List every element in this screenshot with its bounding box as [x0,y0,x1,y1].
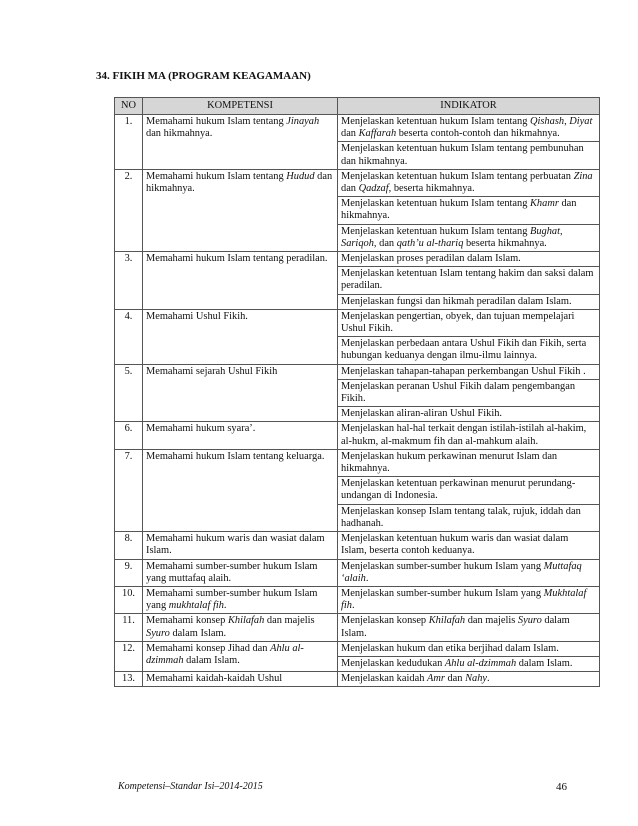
cell-kompetensi: Memahami hukum Islam tentang peradilan. [143,252,338,310]
cell-no: 11. [115,614,143,641]
cell-kompetensi: Memahami kaidah-kaidah Ushul [143,672,338,687]
cell-indikator: Menjelaskan ketentuan hukum waris dan wasiat dalam Islam, beserta contoh keduanya. [338,532,600,559]
cell-no: 5. [115,364,143,422]
table-row [115,364,600,379]
footer-document-title: Kompetensi–Standar Isi–2014-2015 [118,781,263,792]
cell-no: 13. [115,672,143,687]
cell-kompetensi: Memahami sumber-sumber hukum Islam yang mukhtalaf fih. [143,586,338,613]
cell-kompetensi: Memahami hukum syara’. [143,422,338,449]
table-row [115,586,600,613]
cell-no: 1. [115,115,143,170]
table-header-row [115,98,600,115]
table-row [115,252,600,267]
cell-indikator: Menjelaskan ketentuan perkawinan menurut perundang-undangan di Indonesia. [338,477,600,504]
table-body [115,115,600,687]
table-row [115,672,600,687]
cell-indikator: Menjelaskan ketentuan hukum Islam tentang perbuatan Zina dan Qadzaf, beserta hikmahnya. [338,169,600,196]
cell-no: 2. [115,169,143,251]
cell-indikator: Menjelaskan ketentuan hukum Islam tentang Qishash, Diyat dan Kaffarah beserta contoh-contoh dan hikmahnya. [338,115,600,142]
cell-kompetensi: Memahami hukum waris dan wasiat dalam Islam. [143,532,338,559]
cell-indikator: Menjelaskan pengertian, obyek, dan tujuan mempelajari Ushul Fikih. [338,309,600,336]
table-row [115,309,600,336]
cell-indikator: Menjelaskan ketentuan hukum Islam tentang Bughat, Sariqoh, dan qath’u al-thariq beserta hikmahnya. [338,224,600,251]
cell-indikator: Menjelaskan ketentuan Islam tentang hakim dan saksi dalam peradilan. [338,267,600,294]
cell-no: 8. [115,532,143,559]
cell-kompetensi: Memahami hukum Islam tentang keluarga. [143,449,338,531]
page-heading: 34. FIKIH MA (PROGRAM KEAGAMAAN) [96,70,311,82]
cell-no: 7. [115,449,143,531]
cell-no: 12. [115,641,143,671]
header-kompetensi: KOMPETENSI [143,98,338,115]
cell-no: 10. [115,586,143,613]
cell-indikator: Menjelaskan sumber-sumber hukum Islam yang Muttafaq ‘alaih. [338,559,600,586]
table-row [115,422,600,449]
cell-kompetensi: Memahami Ushul Fikih. [143,309,338,364]
cell-no: 6. [115,422,143,449]
table-row [115,449,600,476]
cell-indikator: Menjelaskan fungsi dan hikmah peradilan dalam Islam. [338,294,600,309]
table-row [115,532,600,559]
cell-indikator: Menjelaskan konsep Islam tentang talak, rujuk, iddah dan hadhanah. [338,504,600,531]
cell-indikator: Menjelaskan kaidah Amr dan Nahy. [338,672,600,687]
cell-indikator: Menjelaskan peranan Ushul Fikih dalam pengembangan Fikih. [338,379,600,406]
table-row [115,559,600,586]
cell-indikator: Menjelaskan konsep Khilafah dan majelis Syuro dalam Islam. [338,614,600,641]
header-no: NO [115,98,143,115]
cell-kompetensi: Memahami sejarah Ushul Fikih [143,364,338,422]
table-row [115,614,600,641]
cell-indikator: Menjelaskan ketentuan hukum Islam tentang pembunuhan dan hikmahnya. [338,142,600,169]
cell-kompetensi: Memahami konsep Khilafah dan majelis Syuro dalam Islam. [143,614,338,641]
cell-indikator: Menjelaskan tahapan-tahapan perkembangan Ushul Fikih . [338,364,600,379]
cell-indikator: Menjelaskan ketentuan hukum Islam tentang Khamr dan hikmahnya. [338,197,600,224]
cell-no: 3. [115,252,143,310]
cell-kompetensi: Memahami hukum Islam tentang Jinayah dan hikmahnya. [143,115,338,170]
cell-indikator: Menjelaskan perbedaan antara Ushul Fikih dan Fikih, serta hubungan keduanya dengan ilmu-ilmu lainnya. [338,337,600,364]
cell-indikator: Menjelaskan hukum dan etika berjihad dalam Islam. [338,641,600,656]
cell-indikator: Menjelaskan aliran-aliran Ushul Fikih. [338,407,600,422]
cell-indikator: Menjelaskan proses peradilan dalam Islam. [338,252,600,267]
cell-indikator: Menjelaskan hukum perkawinan menurut Islam dan hikmahnya. [338,449,600,476]
table-row [115,641,600,656]
header-indikator: INDIKATOR [338,98,600,115]
cell-no: 4. [115,309,143,364]
cell-no: 9. [115,559,143,586]
cell-indikator: Menjelaskan sumber-sumber hukum Islam yang Mukhtalaf fih. [338,586,600,613]
cell-kompetensi: Memahami konsep Jihad dan Ahlu al-dzimmah dalam Islam. [143,641,338,671]
cell-kompetensi: Memahami hukum Islam tentang Hudud dan hikmahnya. [143,169,338,251]
cell-indikator: Menjelaskan hal-hal terkait dengan istilah-istilah al-hakim, al-hukm, al-makmum fih dan al-mahkum alaih. [338,422,600,449]
table-row [115,115,600,142]
footer-page-number: 46 [556,781,567,793]
cell-kompetensi: Memahami sumber-sumber hukum Islam yang muttafaq alaih. [143,559,338,586]
competency-table [114,97,600,687]
cell-indikator: Menjelaskan kedudukan Ahlu al-dzimmah dalam Islam. [338,656,600,671]
table-row [115,169,600,196]
